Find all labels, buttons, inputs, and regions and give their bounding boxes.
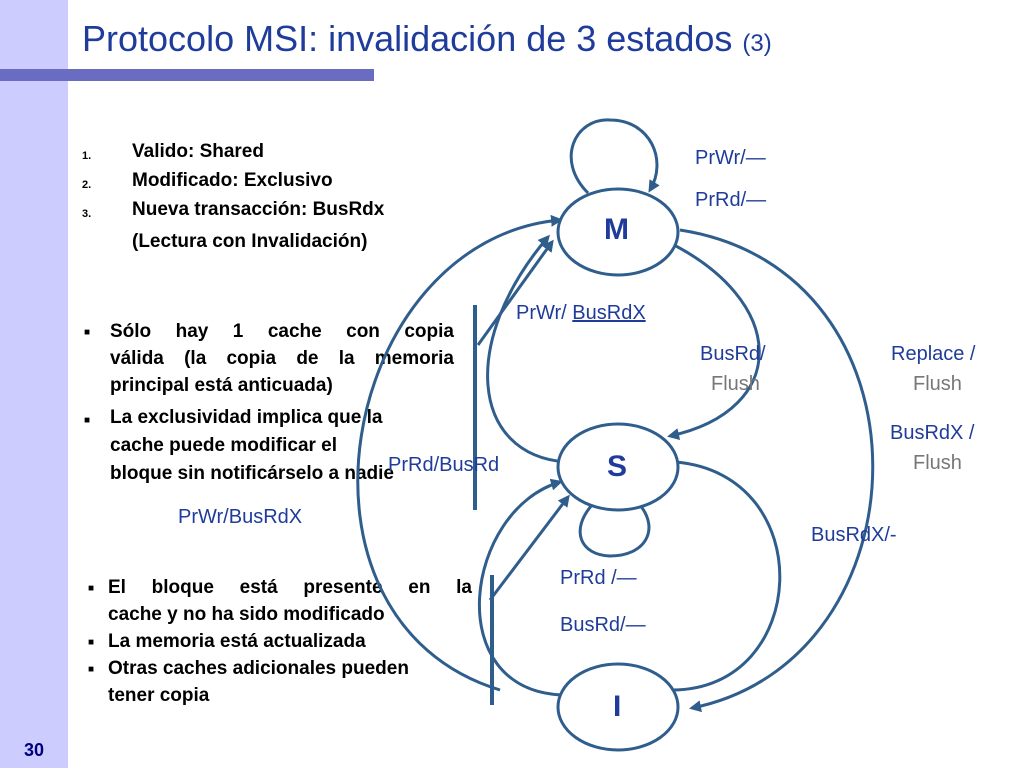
bullet-line: Otras caches adicionales pueden: [108, 658, 409, 679]
state-s-label: S: [607, 450, 628, 483]
list-item: Nueva transacción: BusRdx: [132, 199, 385, 220]
state-m-label: M: [604, 213, 629, 246]
state-i-label: I: [613, 690, 622, 723]
title-suffix: (3): [742, 30, 772, 57]
bullet-line: La exclusividad implica que la: [110, 407, 383, 428]
edge-m-self: [571, 120, 657, 193]
label-busrdx-flush: Flush: [913, 452, 962, 474]
list-number: 2.: [82, 179, 92, 191]
label-replace: Replace /: [891, 343, 976, 365]
edge-s-to-i: [672, 462, 780, 690]
bullet-square: ■: [84, 415, 91, 426]
label-m-self-prwr: PrWr/—: [695, 147, 766, 169]
title-text: Protocolo MSI: invalidación de 3 estados: [82, 18, 733, 59]
label-s-self-prrd: PrRd /—: [560, 567, 637, 589]
edge-s-to-m: [488, 237, 566, 462]
label-i-to-m: PrWr/BusRdX: [178, 506, 303, 528]
label-i-to-s: PrRd/BusRd: [388, 454, 500, 476]
label-m-to-s-busrd: BusRd/: [700, 343, 766, 365]
edge-pointer-upper: [478, 242, 552, 345]
label-busrdx: BusRdX /: [890, 422, 975, 444]
edge-s-self: [580, 505, 649, 556]
bullet-text: La memoria está actualizada: [108, 631, 366, 652]
label-s-self-busrd: BusRd/—: [560, 614, 646, 636]
bullet-line: principal está anticuada): [110, 375, 333, 396]
bullet-square: ■: [88, 664, 95, 675]
bullet-line: bloque sin notificárselo a nadie: [110, 463, 394, 484]
list-item: Modificado: Exclusivo: [132, 170, 333, 191]
bullet-line: Sólo hay 1 cache con copia: [110, 321, 454, 342]
bullet-line: cache puede modificar el: [110, 435, 338, 456]
bullet-line: tener copia: [108, 685, 210, 706]
label-s-to-m-bus: BusRdX: [572, 302, 646, 324]
bullet-square: ■: [88, 583, 95, 594]
list-item-continuation: (Lectura con Invalidación): [132, 231, 368, 252]
list-number: 3.: [82, 208, 92, 220]
label-s-to-i: BusRdX/-: [811, 524, 897, 546]
label-m-to-s-flush: Flush: [711, 373, 760, 395]
list-number: 1.: [82, 150, 92, 162]
list-item: Valido: Shared: [132, 141, 264, 162]
label-replace-flush: Flush: [913, 373, 962, 395]
bullet-line: válida (la copia de la memoria: [110, 348, 454, 369]
label-s-to-m-prefix: PrWr/: [516, 302, 573, 324]
label-m-self-prrd: PrRd/—: [695, 189, 767, 211]
label-s-to-m: [516, 302, 646, 325]
edge-m-to-s: [664, 240, 759, 436]
bullet-line: cache y no ha sido modificado: [108, 604, 385, 625]
edge-pointer-lower: [490, 497, 568, 600]
bullet-line: El bloque está presente en la: [108, 577, 472, 598]
page-number: 30: [24, 740, 45, 760]
bullet-square: ■: [88, 637, 95, 648]
bullet-square: ■: [84, 327, 91, 338]
